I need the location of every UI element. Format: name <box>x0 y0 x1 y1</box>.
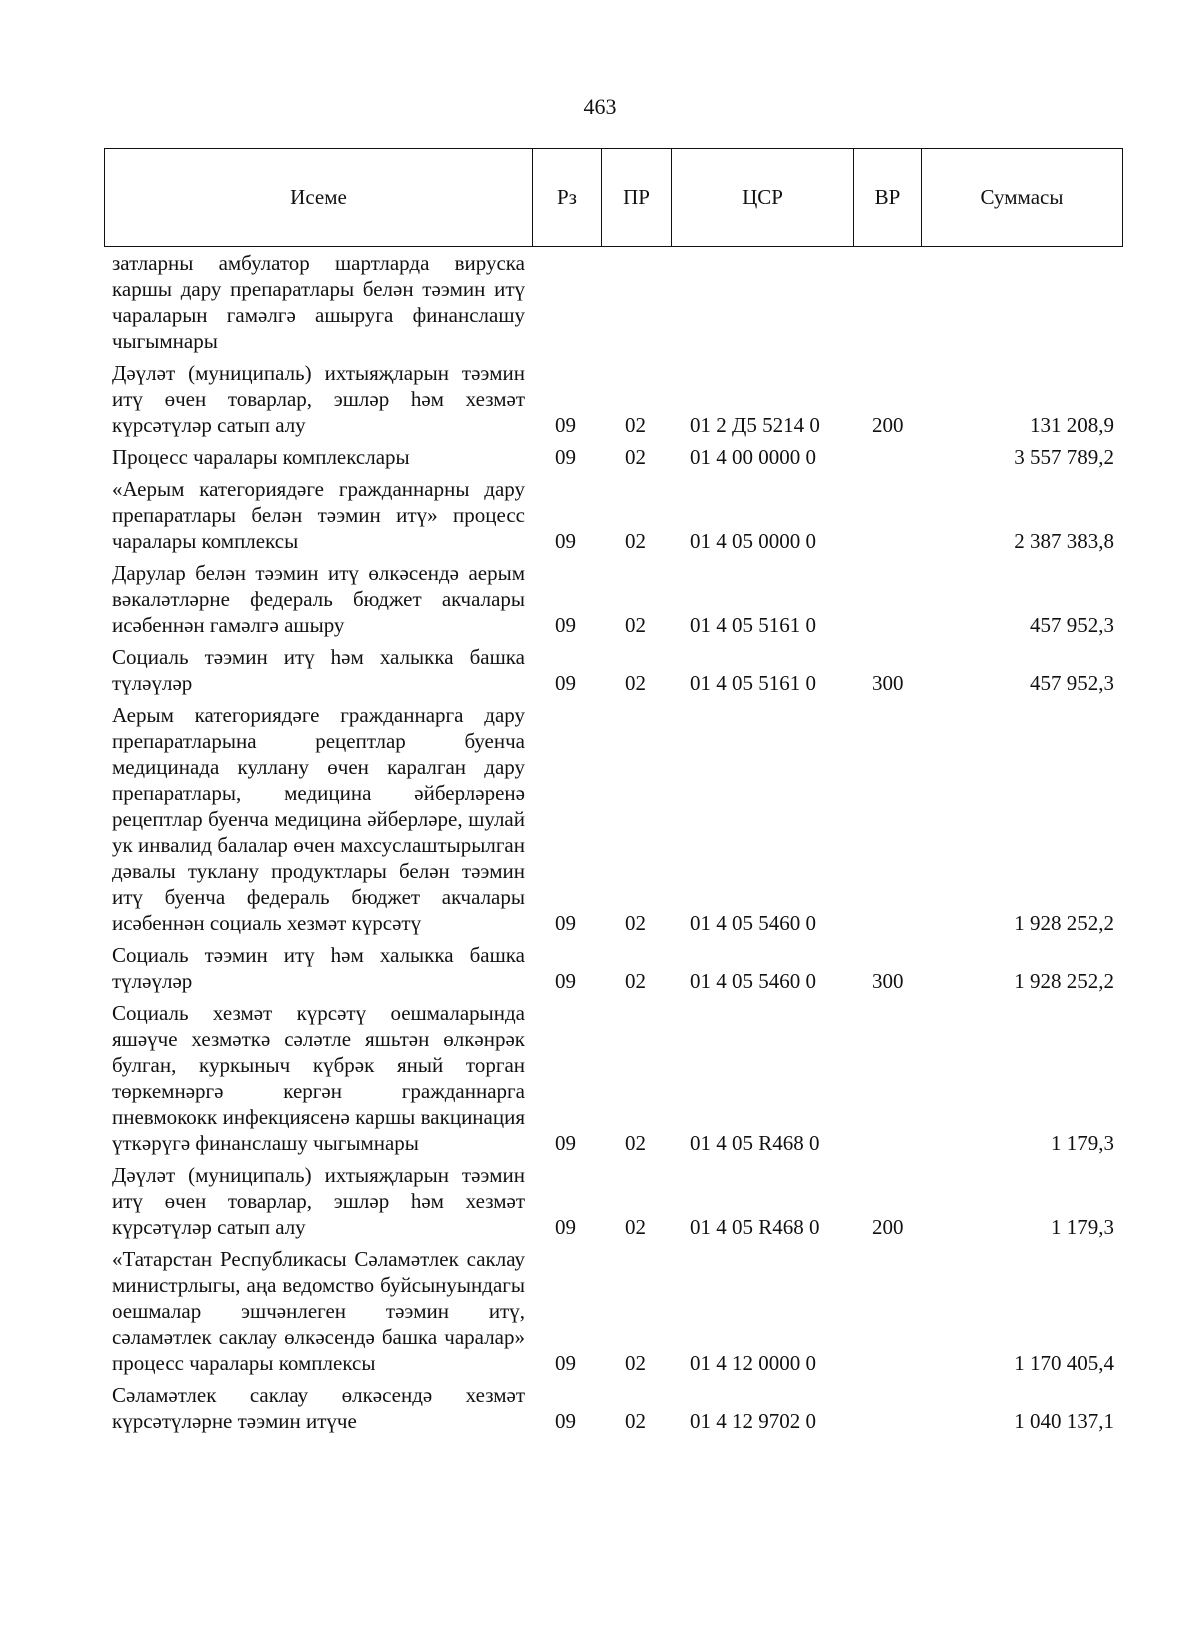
row-name: Социаль тәэмин итү һәм халыкка башка түләүләр <box>112 943 525 993</box>
table-row <box>0 1382 1200 1434</box>
row-csr: 01 2 Д5 5214 0 <box>690 413 820 437</box>
row-rz: 09 <box>555 613 576 637</box>
row-pr: 02 <box>625 1131 646 1155</box>
row-rz: 09 <box>555 529 576 553</box>
row-csr: 01 4 05 0000 0 <box>690 529 816 553</box>
table-row <box>0 476 1200 554</box>
table-row <box>0 444 1200 470</box>
row-pr: 02 <box>625 445 646 469</box>
row-csr: 01 4 00 0000 0 <box>690 445 816 469</box>
table-row <box>0 1000 1200 1156</box>
page-number: 463 <box>583 94 617 119</box>
table-row <box>0 250 1200 354</box>
row-name: Социаль тәэмин итү һәм халыкка башка түләүләр <box>112 645 525 695</box>
row-sum: 1 928 252,2 <box>1014 911 1114 935</box>
row-rz: 09 <box>555 911 576 935</box>
table-row <box>0 560 1200 638</box>
row-pr: 02 <box>625 613 646 637</box>
header-pr: ПР <box>602 149 672 246</box>
row-pr: 02 <box>625 911 646 935</box>
header-rz: Рз <box>533 149 602 246</box>
row-name: затларны амбулатор шартларда вируска каршы дару препаратлары белән тәэмин итү чараларын гамәлгә ашыруга финанслашу чыгымнары <box>112 251 525 353</box>
row-csr: 01 4 05 5460 0 <box>690 969 816 993</box>
row-csr: 01 4 05 R468 0 <box>690 1131 820 1155</box>
row-sum: 131 208,9 <box>1030 413 1114 437</box>
row-rz: 09 <box>555 671 576 695</box>
row-name: Дәүләт (муниципаль) ихтыяҗларын тәэмин итү өчен товарлар, эшләр һәм хезмәт күрсәтүләр сатып алу <box>112 361 525 437</box>
row-pr: 02 <box>625 1215 646 1239</box>
table-row <box>0 644 1200 696</box>
header-sum: Суммасы <box>980 185 1064 209</box>
header-csr: ЦСР <box>672 149 854 246</box>
row-csr: 01 4 05 5161 0 <box>690 613 816 637</box>
row-vr: 300 <box>872 969 904 993</box>
row-name: Аерым категориядәге гражданнарга дару препаратларына рецептлар буенча медицинада куллану өчен каралган дару препаратлары, медицина әйберләренә рецептлар буенча медицина әйберләре, шулай ук инвалид балалар өчен махсуслаштырылган дәвалы туклану продуктлары белән тәэмин итү буенча федераль бюджет акчалары исәбеннән социаль хезмәт күрсәтү <box>112 703 525 935</box>
row-pr: 02 <box>625 969 646 993</box>
row-sum: 457 952,3 <box>1030 613 1114 637</box>
row-sum: 1 928 252,2 <box>1014 969 1114 993</box>
table-row <box>0 360 1200 438</box>
row-pr: 02 <box>625 671 646 695</box>
table-row <box>0 942 1200 994</box>
row-name: Социаль хезмәт күрсәтү оешмаларында яшәүче хезмәткә сәләтле яшьтән өлкәнрәк булган, куркыныч күбрәк яный торган төркемнәргә кергән гражданнарга пневмококк инфекциясенә каршы вакцинация үткәрүгә финанслашу чыгымнары <box>112 1001 525 1155</box>
row-vr: 300 <box>872 671 904 695</box>
table-body <box>0 250 1200 1440</box>
header-name: Исеме <box>105 149 533 246</box>
row-sum: 1 040 137,1 <box>1014 1409 1114 1433</box>
row-csr: 01 4 12 0000 0 <box>690 1351 816 1375</box>
row-vr: 200 <box>872 1215 904 1239</box>
row-sum: 1 179,3 <box>1051 1215 1114 1239</box>
row-csr: 01 4 05 R468 0 <box>690 1215 820 1239</box>
row-rz: 09 <box>555 413 576 437</box>
row-name: «Аерым категориядәге гражданнарны дару препаратлары белән тәэмин итү» процесс чаралары комплексы <box>112 477 525 553</box>
header-vr: ВР <box>854 149 922 246</box>
table-row <box>0 1162 1200 1240</box>
row-sum: 1 170 405,4 <box>1014 1351 1114 1375</box>
row-sum: 3 557 789,2 <box>1014 445 1114 469</box>
row-vr: 200 <box>872 413 904 437</box>
row-name: Процесс чаралары комплекслары <box>112 445 410 469</box>
row-pr: 02 <box>625 1351 646 1375</box>
row-name: Дәүләт (муниципаль) ихтыяҗларын тәэмин итү өчен товарлар, эшләр һәм хезмәт күрсәтүләр сатып алу <box>112 1163 525 1239</box>
row-pr: 02 <box>625 1409 646 1433</box>
row-rz: 09 <box>555 445 576 469</box>
row-name: «Татарстан Республикасы Сәламәтлек саклау министрлыгы, аңа ведомство буйсынуындагы оешмалар эшчәнлеген тәэмин итү, сәламәтлек саклау өлкәсендә башка чаралар» процесс чаралары комплексы <box>112 1247 525 1375</box>
row-name: Дарулар белән тәэмин итү өлкәсендә аерым вәкаләтләрне федераль бюджет акчалары исәбеннән гамәлгә ашыру <box>112 561 525 637</box>
table-row <box>0 702 1200 936</box>
row-rz: 09 <box>555 1215 576 1239</box>
table-header <box>104 148 1123 247</box>
row-pr: 02 <box>625 529 646 553</box>
row-pr: 02 <box>625 413 646 437</box>
row-sum: 457 952,3 <box>1030 671 1114 695</box>
row-csr: 01 4 12 9702 0 <box>690 1409 816 1433</box>
row-rz: 09 <box>555 1131 576 1155</box>
row-csr: 01 4 05 5460 0 <box>690 911 816 935</box>
row-rz: 09 <box>555 1351 576 1375</box>
row-name: Сәламәтлек саклау өлкәсендә хезмәт күрсәтүләрне тәэмин итүче <box>112 1383 525 1433</box>
row-rz: 09 <box>555 1409 576 1433</box>
row-sum: 2 387 383,8 <box>1014 529 1114 553</box>
row-csr: 01 4 05 5161 0 <box>690 671 816 695</box>
row-sum: 1 179,3 <box>1051 1131 1114 1155</box>
row-rz: 09 <box>555 969 576 993</box>
table-row <box>0 1246 1200 1376</box>
